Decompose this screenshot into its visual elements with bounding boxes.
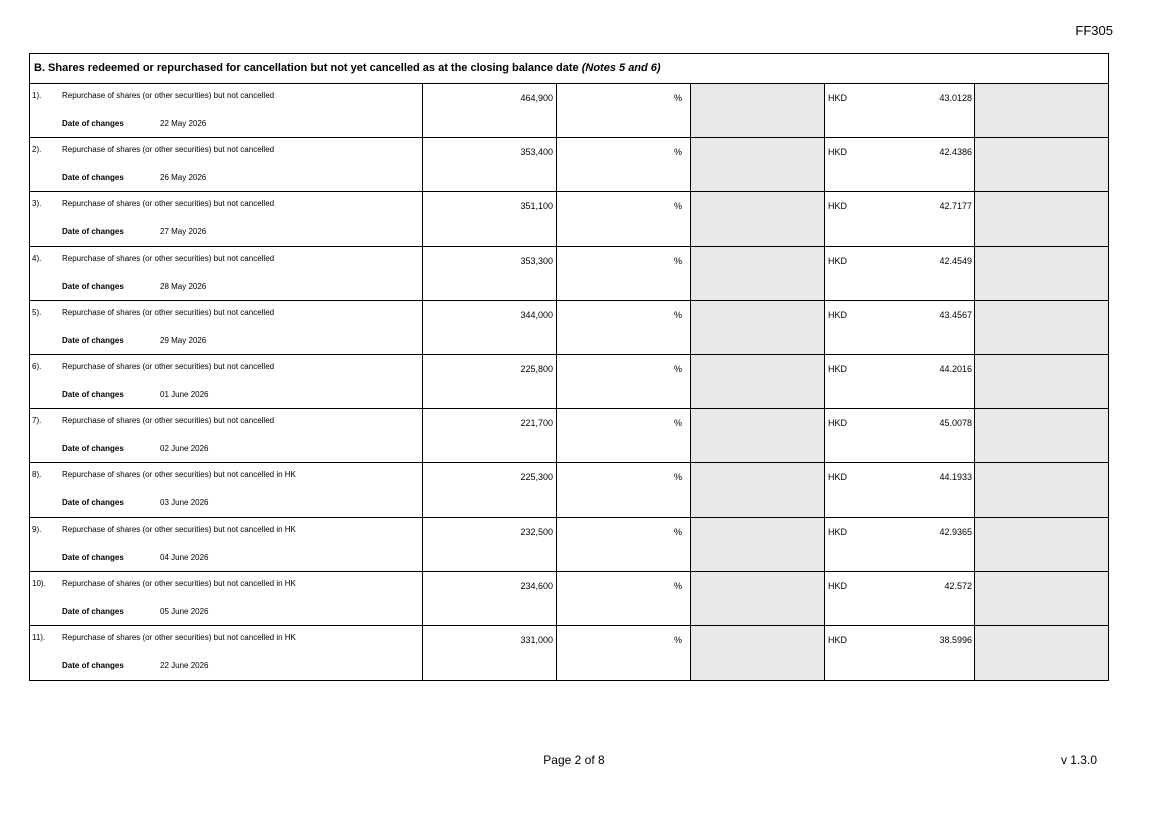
section-title-text: B. Shares redeemed or repurchased for cancellation but not yet cancelled as at the closing balance date bbox=[34, 62, 579, 74]
row-number: 11). bbox=[32, 632, 46, 642]
currency-label: HKD bbox=[828, 634, 848, 645]
currency-label: HKD bbox=[828, 147, 848, 158]
percent-cell: % bbox=[557, 463, 691, 516]
row-number: 4). bbox=[32, 253, 42, 263]
date-of-changes-label: Date of changes bbox=[62, 444, 124, 454]
percent-cell: % bbox=[557, 409, 691, 462]
date-of-changes-label: Date of changes bbox=[62, 281, 124, 291]
price-cell bbox=[825, 572, 975, 625]
section-title bbox=[30, 54, 1108, 84]
table-row bbox=[30, 192, 1108, 246]
description-cell bbox=[30, 355, 423, 408]
table-row bbox=[30, 572, 1108, 626]
shaded-cell bbox=[975, 192, 1108, 245]
row-number: 2). bbox=[32, 145, 42, 155]
row-number: 8). bbox=[32, 470, 42, 480]
percent-cell: % bbox=[557, 572, 691, 625]
percent-cell: % bbox=[557, 518, 691, 571]
date-of-changes-value: 01 June 2026 bbox=[160, 389, 209, 399]
table-row bbox=[30, 463, 1108, 517]
shaded-cell bbox=[975, 572, 1108, 625]
date-of-changes-label: Date of changes bbox=[62, 173, 124, 183]
shares-cell: 331,000 bbox=[423, 626, 557, 680]
shaded-cell bbox=[691, 572, 825, 625]
table-rows bbox=[30, 84, 1108, 680]
row-description: Repurchase of shares (or other securities) but not cancelled bbox=[62, 91, 275, 100]
date-of-changes-label: Date of changes bbox=[62, 335, 124, 345]
date-of-changes-value: 04 June 2026 bbox=[160, 552, 209, 562]
shares-cell: 225,800 bbox=[423, 355, 557, 408]
currency-label: HKD bbox=[828, 93, 848, 103]
shares-cell: 225,300 bbox=[423, 463, 557, 516]
currency-label: HKD bbox=[828, 255, 848, 266]
row-description: Repurchase of shares (or other securities) but not cancelled bbox=[62, 253, 275, 263]
percent-cell: % bbox=[557, 626, 691, 680]
description-cell bbox=[30, 138, 423, 191]
version-label: v 1.3.0 bbox=[1060, 753, 1097, 767]
price-cell bbox=[825, 301, 975, 354]
date-of-changes-value: 05 June 2026 bbox=[160, 606, 209, 616]
description-cell bbox=[30, 301, 423, 354]
table-row bbox=[30, 84, 1108, 138]
description-cell bbox=[30, 84, 423, 137]
price-cell bbox=[825, 192, 975, 245]
price-value: 38.5996 bbox=[939, 634, 972, 645]
shares-cell: 232,500 bbox=[423, 518, 557, 571]
shaded-cell bbox=[691, 626, 825, 680]
shaded-cell bbox=[975, 626, 1108, 680]
form-code: FF305 bbox=[1075, 23, 1113, 38]
percent-cell: % bbox=[557, 192, 691, 245]
row-number: 3). bbox=[32, 199, 42, 209]
date-of-changes-value: 02 June 2026 bbox=[160, 444, 209, 454]
row-description: Repurchase of shares (or other securities) but not cancelled bbox=[62, 199, 275, 209]
shaded-cell bbox=[691, 192, 825, 245]
currency-label: HKD bbox=[828, 418, 848, 429]
shaded-cell bbox=[975, 301, 1108, 354]
price-value: 42.7177 bbox=[939, 201, 972, 212]
price-cell bbox=[825, 463, 975, 516]
price-cell bbox=[825, 626, 975, 680]
shaded-cell bbox=[975, 355, 1108, 408]
date-of-changes-value: 22 May 2026 bbox=[160, 119, 207, 128]
date-of-changes-value: 27 May 2026 bbox=[160, 227, 207, 237]
date-of-changes-value: 28 May 2026 bbox=[160, 281, 207, 291]
shaded-cell bbox=[691, 301, 825, 354]
price-value: 42.4549 bbox=[939, 255, 972, 266]
shaded-cell bbox=[691, 247, 825, 300]
price-value: 45.0078 bbox=[939, 418, 972, 429]
price-value: 43.0128 bbox=[939, 93, 972, 103]
price-value: 42.572 bbox=[944, 580, 972, 591]
date-of-changes-label: Date of changes bbox=[62, 660, 124, 670]
price-cell bbox=[825, 84, 975, 137]
row-description: Repurchase of shares (or other securities) but not cancelled in HK bbox=[62, 578, 296, 588]
shaded-cell bbox=[691, 138, 825, 191]
shares-cell: 353,400 bbox=[423, 138, 557, 191]
page-number: Page 2 of 8 bbox=[543, 753, 605, 767]
shaded-cell bbox=[691, 355, 825, 408]
description-cell bbox=[30, 572, 423, 625]
percent-cell: % bbox=[557, 301, 691, 354]
currency-label: HKD bbox=[828, 472, 848, 483]
row-number: 9). bbox=[32, 524, 42, 534]
shares-cell: 353,300 bbox=[423, 247, 557, 300]
row-number: 10). bbox=[32, 578, 46, 588]
row-description: Repurchase of shares (or other securities) but not cancelled bbox=[62, 307, 275, 317]
currency-label: HKD bbox=[828, 580, 848, 591]
shaded-cell bbox=[975, 138, 1108, 191]
description-cell bbox=[30, 463, 423, 516]
date-of-changes-label: Date of changes bbox=[62, 606, 124, 616]
date-of-changes-label: Date of changes bbox=[62, 389, 124, 399]
currency-label: HKD bbox=[828, 201, 848, 212]
shaded-cell bbox=[975, 409, 1108, 462]
price-value: 42.9365 bbox=[939, 526, 972, 537]
currency-label: HKD bbox=[828, 309, 848, 320]
shares-cell: 464,900 bbox=[423, 84, 557, 137]
row-number: 5). bbox=[32, 307, 42, 317]
repurchase-table bbox=[29, 53, 1109, 681]
shares-cell: 221,700 bbox=[423, 409, 557, 462]
shares-cell: 344,000 bbox=[423, 301, 557, 354]
description-cell bbox=[30, 626, 423, 680]
table-row bbox=[30, 355, 1108, 409]
row-description: Repurchase of shares (or other securities) but not cancelled bbox=[62, 145, 275, 155]
row-number: 1). bbox=[32, 91, 42, 100]
price-cell bbox=[825, 247, 975, 300]
price-value: 44.1933 bbox=[939, 472, 972, 483]
table-row bbox=[30, 301, 1108, 355]
section-notes: (Notes 5 and 6) bbox=[581, 62, 661, 74]
shares-cell: 234,600 bbox=[423, 572, 557, 625]
shaded-cell bbox=[975, 518, 1108, 571]
date-of-changes-value: 03 June 2026 bbox=[160, 498, 209, 508]
price-cell bbox=[825, 138, 975, 191]
shaded-cell bbox=[975, 463, 1108, 516]
date-of-changes-value: 29 May 2026 bbox=[160, 335, 207, 345]
percent-cell: % bbox=[557, 247, 691, 300]
date-of-changes-value: 26 May 2026 bbox=[160, 173, 207, 183]
row-description: Repurchase of shares (or other securities) but not cancelled bbox=[62, 361, 275, 371]
table-row bbox=[30, 518, 1108, 572]
description-cell bbox=[30, 518, 423, 571]
percent-cell: % bbox=[557, 138, 691, 191]
description-cell bbox=[30, 247, 423, 300]
shares-cell: 351,100 bbox=[423, 192, 557, 245]
shaded-cell bbox=[975, 84, 1108, 137]
date-of-changes-label: Date of changes bbox=[62, 552, 124, 562]
price-value: 43.4567 bbox=[939, 309, 972, 320]
shaded-cell bbox=[691, 518, 825, 571]
table-row bbox=[30, 138, 1108, 192]
row-description: Repurchase of shares (or other securities) but not cancelled in HK bbox=[62, 470, 296, 480]
shaded-cell bbox=[975, 247, 1108, 300]
description-cell bbox=[30, 192, 423, 245]
description-cell bbox=[30, 409, 423, 462]
price-cell bbox=[825, 518, 975, 571]
date-of-changes-value: 22 June 2026 bbox=[160, 660, 209, 670]
row-description: Repurchase of shares (or other securities) but not cancelled in HK bbox=[62, 632, 296, 642]
price-cell bbox=[825, 355, 975, 408]
price-value: 44.2016 bbox=[939, 363, 972, 374]
currency-label: HKD bbox=[828, 526, 848, 537]
row-description: Repurchase of shares (or other securities) but not cancelled bbox=[62, 416, 275, 426]
table-row bbox=[30, 409, 1108, 463]
shaded-cell bbox=[691, 463, 825, 516]
price-value: 42.4386 bbox=[939, 147, 972, 158]
shaded-cell bbox=[691, 409, 825, 462]
percent-cell: % bbox=[557, 355, 691, 408]
shaded-cell bbox=[691, 84, 825, 137]
row-number: 7). bbox=[32, 416, 42, 426]
row-description: Repurchase of shares (or other securities) but not cancelled in HK bbox=[62, 524, 296, 534]
table-row bbox=[30, 626, 1108, 680]
price-cell bbox=[825, 409, 975, 462]
date-of-changes-label: Date of changes bbox=[62, 227, 124, 237]
date-of-changes-label: Date of changes bbox=[62, 498, 124, 508]
percent-cell: % bbox=[557, 84, 691, 137]
row-number: 6). bbox=[32, 361, 42, 371]
currency-label: HKD bbox=[828, 363, 848, 374]
date-of-changes-label: Date of changes bbox=[62, 119, 124, 128]
table-row bbox=[30, 247, 1108, 301]
